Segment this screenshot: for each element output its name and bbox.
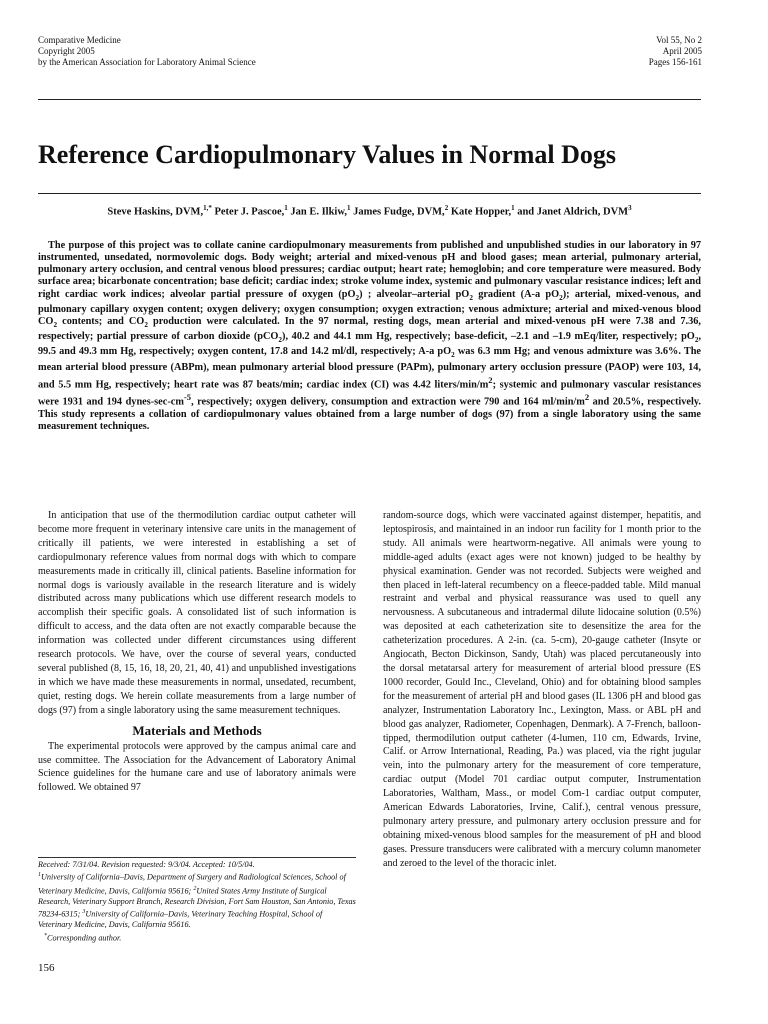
abstract-subscript: 2 — [53, 321, 58, 330]
author-affiliation-mark: 1,* — [203, 204, 212, 212]
abstract-superscript: 2 — [488, 374, 493, 385]
author-list — [38, 204, 701, 218]
footnotes — [38, 860, 356, 944]
abstract-text: The purpose of this project was to collate canine cardiopulmonary measurements from published and unpublished studies in our laboratory in 97 instrumented, unsedated, normovolemic dogs. Body weight; arterial and mixed-venous pH and blood gases; mean arterial, pulmonary arterial, pulmonary artery occlusion, and central venous blood pressures; cardiac output; heart rate; hemoglobin; and core temperature were measured. Body surface area; bicarbonate concentration; base deficit; cardiac index; stroke volume index, systemic and pulmonary vascular resistance indices; left and right cardiac work indices; alveolar partial pressure of oxygen (pO — [38, 240, 701, 300]
body-column-left — [38, 509, 356, 795]
abstract-text: ), 40.2 and 44.1 mm Hg, respectively; base-deficit, –2.1 and –1.9 mEq/liter, respectively; pO — [282, 331, 695, 343]
page-number: 156 — [38, 962, 55, 974]
abstract-text: ); arterial, mixed-venous, and pulmonary capillary oxygen content; oxygen delivery; oxygen consumption; oxygen extraction; venous admixture; arterial and mixed-venous blood CO — [38, 288, 701, 327]
introduction-paragraph: In anticipation that use of the thermodilution cardiac output catheter will become more frequent in veterinary intensive care units in the management of critically ill patients, we were interested in establishing a set of cardiopulmonary reference values from normal dogs with which to compare measurements made in critically ill, clinical patients. Baseline information for normal dogs is variously available in the research literature and is widely distributed across many publications which use different research models to accomplish their specific goals. A consolidated list of such information is difficult to access, and the data often are not exactly comparable because the information was collected under different circumstances using different research protocols. We have, over the course of several years, conducted several published (8, 15, 16, 18, 20, 21, 40, 41) and unpublished investigations in which we have made these measurements in normal, unsedated, recumbent, quiet, resting dogs. We herein collate measurements from a large number of dogs (97) from a single laboratory using the same measurement techniques. — [38, 510, 356, 716]
author-name: Peter J. Pascoe, — [214, 206, 285, 218]
abstract-text: , 99.5 and 49.3 mm Hg, respectively; oxygen content, 17.8 and 14.2 ml/dl, respectively; A-a pO — [38, 331, 702, 358]
author-name: Jan E. Ilkiw, — [290, 206, 347, 218]
body-column-right — [383, 509, 701, 871]
abstract-text: , respectively; oxygen delivery, consumption and extraction were 790 and 164 ml/min/m — [191, 396, 585, 408]
abstract-subscript: 2 — [355, 293, 360, 302]
footnote-rule — [38, 857, 356, 858]
abstract-text: production were calculated. In the 97 normal, resting dogs, mean arterial and mixed-venous pH were 7.38 and 7.36, respectively; partial pressure of carbon dioxide (pCO — [38, 315, 702, 343]
affiliation-mark: 3 — [82, 909, 86, 916]
methods-paragraph: The experimental protocols were approved by the campus animal care and use committee. The Association for the Advancement of Laboratory Animal Science guidelines for the humane care and use of laboratory animals were followed. We obtained 97 — [38, 740, 356, 794]
abstract-text: ; systemic and pulmonary vascular resistances were 1931 and 194 dynes-sec-cm — [38, 379, 702, 408]
journal-header-left — [38, 35, 256, 68]
abstract-subscript: 2 — [144, 321, 148, 330]
journal-name: Comparative Medicine — [38, 35, 121, 45]
article-title: Reference Cardiopulmonary Values in Normal Dogs — [38, 140, 617, 169]
section-heading-materials-methods: Materials and Methods — [132, 722, 262, 738]
corresponding-author — [38, 931, 356, 944]
abstract-text: was 6.3 mm Hg; and venous admixture was 3.6%. The mean arterial blood pressure (ABPm), mean pulmonary arterial blood pressure (PAPm), pulmonary artery occlusion pressure (PAOP) were 103, 14, and 5.5 mm Hg, respectively; heart rate was 87 beats/min; cardiac index (CI) was 4.42 liters/min/m — [38, 346, 701, 391]
abstract-subscript: 2 — [278, 336, 283, 345]
publisher-line: by the American Association for Laboratory Animal Science — [38, 57, 256, 67]
journal-header-right — [649, 35, 702, 68]
corresponding-mark: * — [44, 932, 47, 939]
abstract-subscript: 2 — [469, 293, 473, 302]
affiliation-mark: 2 — [193, 885, 197, 892]
author-name: Steve Haskins, DVM, — [107, 206, 204, 218]
affiliation-text: University of California–Davis, Department of Surgery and Radiological Sciences, School of Veterinary Medicine, Davis, California 95616; — [38, 873, 346, 896]
affiliation-text: United States Army Institute of Surgical Research, Veterinary Support Branch, Research Division, Fort Sam Houston, San Antonio, Texas 78234-6315; — [38, 886, 356, 919]
author-name: and Janet Aldrich, DVM — [517, 206, 629, 218]
author-affiliation-mark: 3 — [628, 204, 632, 212]
author-affiliation-mark: 1 — [511, 204, 515, 212]
abstract-text: contents; and CO — [57, 315, 145, 327]
author-name: Kate Hopper, — [450, 206, 512, 218]
author-affiliation-mark: 1 — [346, 204, 351, 212]
corresponding-text: Corresponding author. — [47, 933, 122, 943]
header-rule — [38, 99, 701, 100]
abstract — [38, 240, 701, 433]
title-rule — [38, 193, 701, 194]
abstract-text: and 20.5%, respectively. This study represents a collation of cardiopulmonary values obtained from a large number of dogs (97) from a single laboratory using the same measurement techniques. — [38, 396, 701, 433]
volume-issue: Vol 55, No 2 — [656, 35, 702, 45]
abstract-subscript: 2 — [559, 293, 563, 302]
methods-paragraph-continued: random-source dogs, which were vaccinated against distemper, hepatitis, and leptospirosis, and maintained in an indoor run facility for 1 month prior to the study. All animals were heartworm-negative. All animals were young to middle-aged adults (exact ages were not known) judged to be healthy by physical examination. Gender was not recorded. Subjects were weighed and then placed in left-lateral recumbency on a fleece-padded table. Mild manual restraint and verbal and physical reassurance was used to quell any nervousness. A subcutaneous and intradermal dilute lidocaine solution (0.5%) was deposited at each catheterization site to desensitize the area for the catheterization procedures. A 2-in. (ca. 5-cm), 20-gauge catheter (Insyte or Angiocath, Becton Dickinson, Sandy, Utah) was placed percutaneously into the dorsal metatarsal artery for measurement of arterial blood pressure (ES 1000 recorder, Gould Inc., Cleveland, Ohio) and for obtaining blood samples for the measurement of arterial pH and blood gases (IL 1306 pH and blood gas analyzer, Instrumentation Laboratory Inc., Lexington, Mass. or ABL pH and blood gas analyzer, Radiometer, Copenhagen, Denmark). A 7-French, balloon-tipped, thermodilution output catheter (4-lumen, 110 cm, Edwards, Irvine, Calif. or Arrow International, Reading, Pa.) was placed, via the right jugular vein, into the pulmonary artery for the measurement of core temperature, cardiac output (Model 701 cardiac output computer, Instrumentation Laboratories, Waltham, Mass., or model Com-1 cardiac output computer, American Edwards Laboratories, Irvine, Calif.), central venous pressure, pulmonary artery pressure, and pulmonary artery occlusion pressure and for obtaining mixed-venous blood samples for the measurement of pH and blood gases. Pressure transducers were calibrated with a mercury column manometer and zeroed to the level of the thoracic inlet. — [383, 510, 701, 869]
affiliation-mark: 1 — [38, 872, 41, 879]
copyright-line: Copyright 2005 — [38, 46, 95, 56]
affiliation-text: University of California–Davis, Veterinary Teaching Hospital, School of Veterinary Medicine, Davis, California 95616. — [38, 909, 323, 930]
received-dates: Received: 7/31/04. Revision requested: 9/3/04. Accepted: 10/5/04. — [38, 860, 255, 869]
author-affiliation-mark: 2 — [444, 204, 449, 212]
abstract-superscript: 2 — [584, 392, 590, 403]
page-range: Pages 156-161 — [648, 57, 702, 67]
abstract-text: gradient (A-a pO — [472, 288, 560, 300]
affiliations — [38, 870, 356, 930]
abstract-subscript: 2 — [451, 351, 455, 360]
abstract-superscript: -5 — [183, 392, 192, 403]
author-name: James Fudge, DVM, — [353, 206, 445, 218]
abstract-text: ) ; alveolar–arterial pO — [359, 288, 470, 300]
abstract-subscript: 2 — [694, 336, 699, 345]
issue-date: April 2005 — [662, 46, 702, 56]
author-affiliation-mark: 1 — [284, 204, 288, 212]
